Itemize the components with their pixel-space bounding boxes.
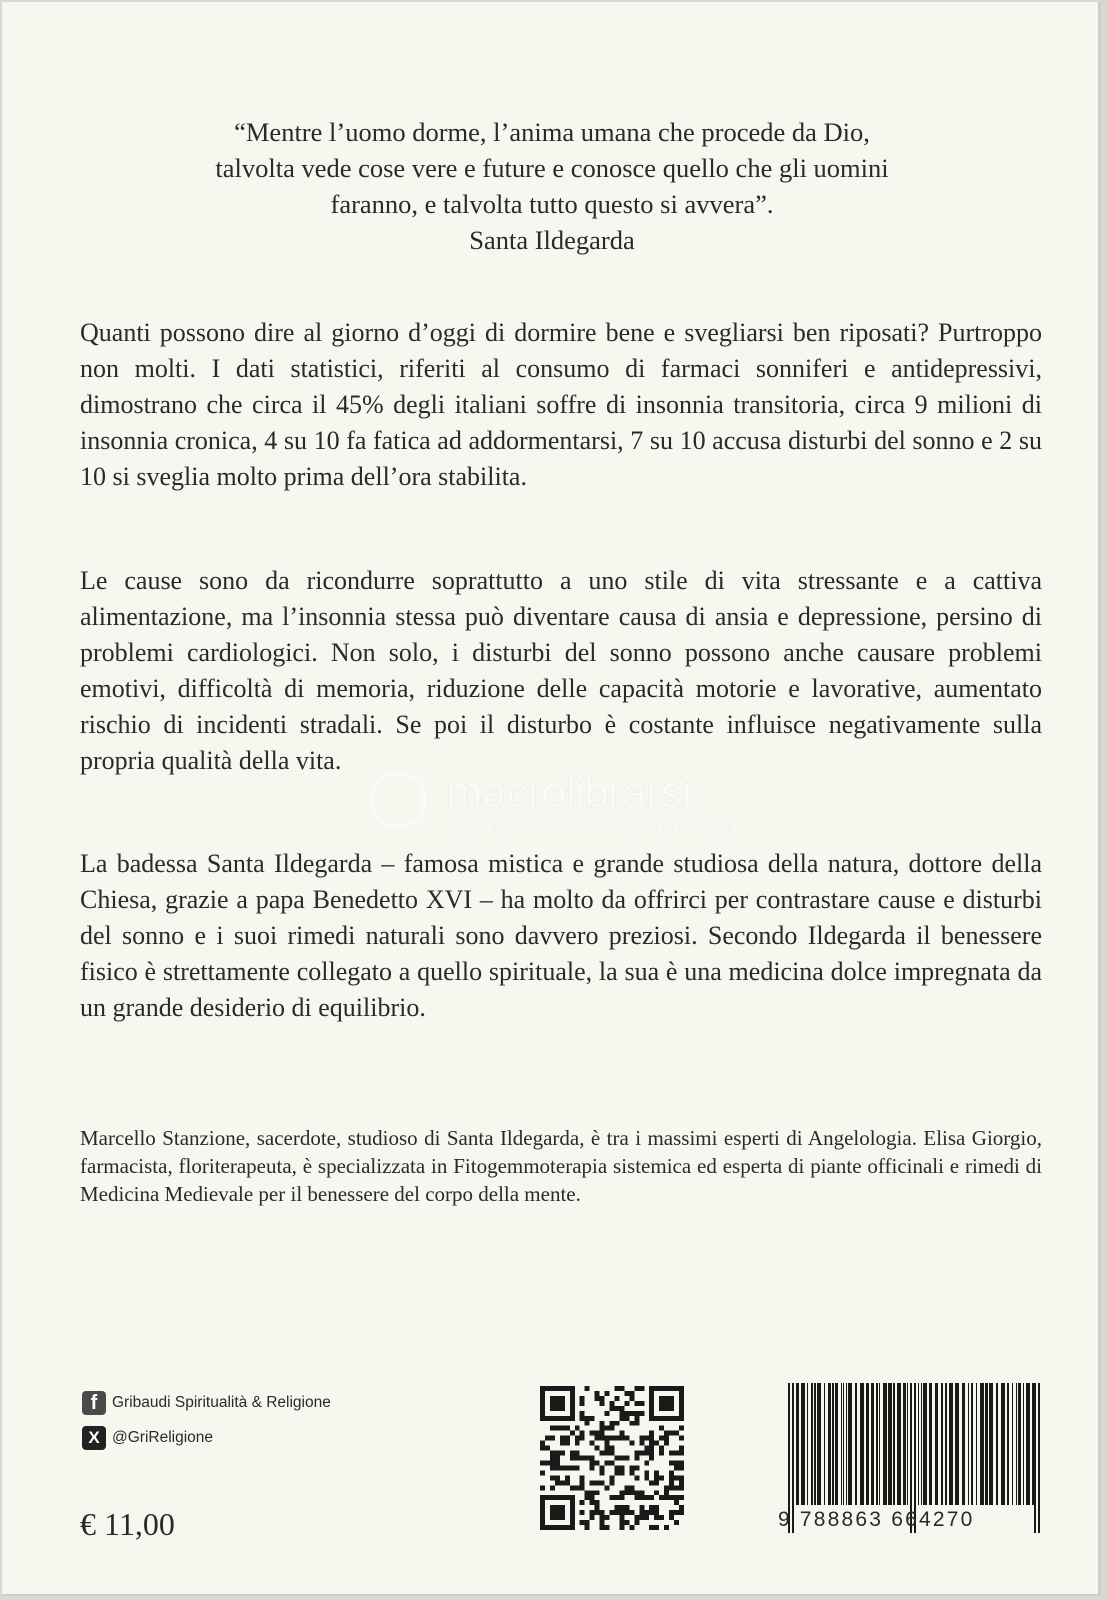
paragraph-ildegarda: La badessa Santa Ildegarda – famosa mistica e grande studiosa della natura, dottore della Chiesa, grazie a papa Benedetto XVI – ha molto da offrirci per contrastare cause e disturbi del sonno e i suoi rimedi naturali sono davvero preziosi. Secondo Ildegarda il benessere fisico è strettamente collegato a quello spirituale, la sua è una medicina dolce impregnata da un grande desiderio di equilibrio.	[80, 849, 1042, 1022]
paragraph-causes: Le cause sono da ricondurre soprattutto a uno stile di vita stressante e a cattiva alimentazione, ma l’insonnia stessa può diventare causa di ansia e depressione, persino di problemi cardiologici. Non solo, i disturbi del sonno possono anche causare problemi emotivi, difficoltà di memoria, riduzione delle capacità motorie e lavorative, aumentato rischio di incidenti stradali. Se poi il disturbo è costante influisce negativamente sulla propria qualità della vita.	[80, 566, 1042, 775]
paragraph-statistics: Quanti possono dire al giorno d’oggi di dormire bene e svegliarsi ben riposati? Purtroppo non molti. I dati statistici, riferiti al consumo di farmaci sonniferi e antidepressivi, dimostrano che circa il 45% degli italiani soffre di insonnia transitoria, circa 9 milioni di insonnia cronica, 4 su 10 fa fatica ad addormentarsi, 7 su 10 accusa disturbi del sonno e 2 su 10 si sveglia molto prima dell’ora stabilita.	[80, 318, 1042, 491]
x-handle	[82, 1426, 213, 1450]
facebook-text: Gribaudi Spiritualità & Religione	[112, 1394, 331, 1411]
quote-author: Santa Ildegarda	[469, 225, 635, 255]
watermark-circle-icon	[370, 772, 426, 828]
quote-line: “Mentre l’uomo dorme, l’anima umana che procede da Dio,	[234, 117, 870, 147]
facebook-icon: f	[82, 1391, 106, 1415]
isbn-digits: 9 788863 664270	[778, 1508, 975, 1531]
book-back-cover	[2, 2, 1101, 1596]
x-icon: X	[82, 1426, 106, 1450]
watermark-name: macrolibrarsi	[446, 768, 692, 817]
watermark-tagline: ALTERNATIVA NATURALE	[450, 820, 740, 836]
authors-bio: Marcello Stanzione, sacerdote, studioso di Santa Ildegarda, è tra i massimi esperti di Angelologia. Elisa Giorgio, farmacista, floriterapeuta, è specializzata in Fitogemmoterapia sistemica ed esperta di piante officinali e rimedi di Medicina Medievale per il benessere del corpo della mente.	[80, 1126, 1042, 1206]
quote-line: talvolta vede cose vere e future e conosce quello che gli uomini	[215, 153, 889, 183]
epigraph-quote	[62, 114, 1042, 258]
qr-code	[540, 1386, 684, 1530]
x-text: @GriReligione	[112, 1429, 214, 1446]
quote-line: faranno, e talvolta tutto questo si avvera”.	[330, 189, 774, 219]
facebook-handle	[82, 1391, 331, 1415]
price-label: € 11,00	[80, 1506, 175, 1542]
